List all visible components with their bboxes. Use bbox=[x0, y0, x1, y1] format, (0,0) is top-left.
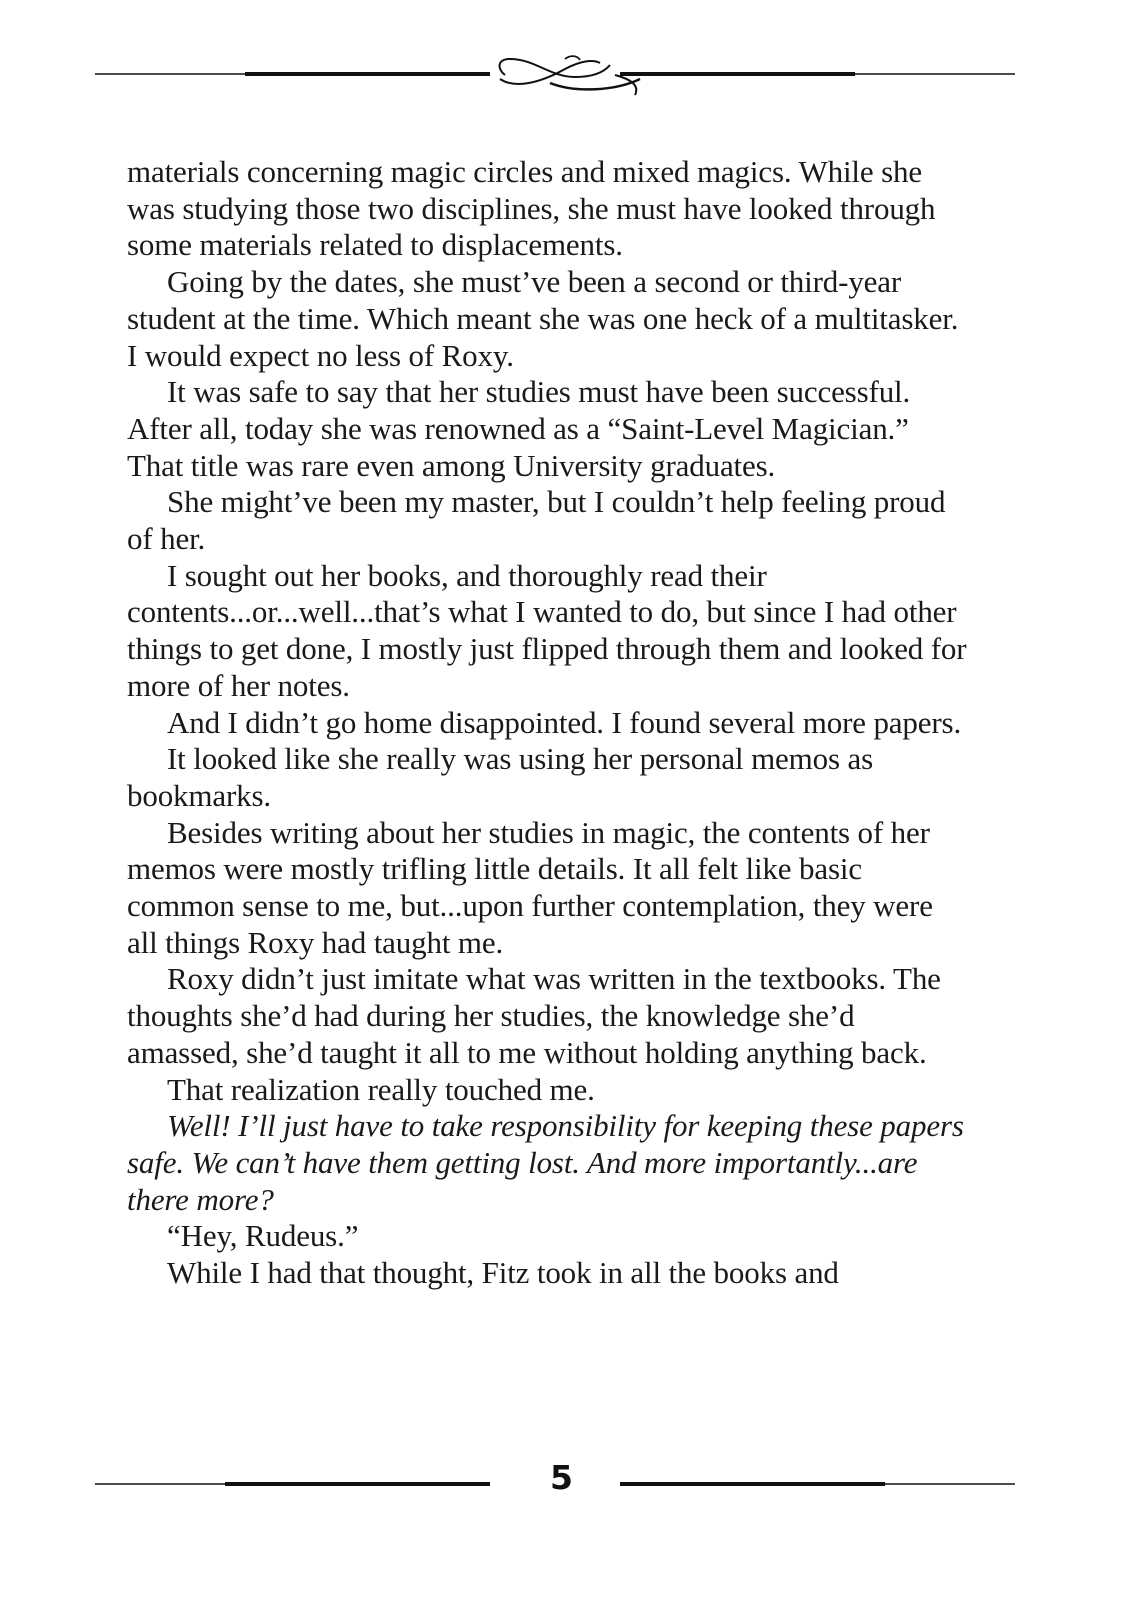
paragraph: materials concerning magic circles and mixed magics. While she was studying those two disciplines, she must have looked through some materials related to displacements. bbox=[127, 154, 936, 263]
page-number: 5 bbox=[550, 1458, 573, 1497]
paragraph: Roxy didn’t just imitate what was written in the textbooks. The thoughts she’d had during her studies, the knowledge she’d amassed, she’d taught it all to me without holding anything back. bbox=[127, 961, 941, 1070]
paragraph: While I had that thought, Fitz took in all the books and bbox=[167, 1255, 839, 1291]
paragraph: And I didn’t go home disappointed. I found several more papers. bbox=[167, 704, 962, 740]
paragraph: She might’ve been my master, but I couldn’t help feeling proud of her. bbox=[127, 484, 946, 557]
paragraph: Besides writing about her studies in magic, the contents of her memos were mostly trifling little details. It all felt like basic common sense to me, but...upon further contemplation, they were all things Roxy had taught me. bbox=[127, 814, 933, 960]
header-flourish-ornament bbox=[95, 55, 1015, 105]
dialogue-paragraph: “Hey, Rudeus.” bbox=[167, 1218, 359, 1254]
body-text bbox=[127, 154, 967, 1292]
paragraph: That realization really touched me. bbox=[167, 1071, 595, 1107]
paragraph: I sought out her books, and thoroughly read their contents...or...well...that’s what I wanted to do, but since I had other things to get done, I mostly just flipped through them and looked for more of her notes. bbox=[127, 557, 967, 703]
paragraph: It was safe to say that her studies must have been successful. After all, today she was renowned as a “Saint-Level Magician.” That title was rare even among University graduates. bbox=[127, 374, 911, 483]
paragraph: It looked like she really was using her personal memos as bookmarks. bbox=[127, 741, 873, 813]
italic-thought-paragraph: Well! I’ll just have to take responsibility for keeping these papers safe. We can’t have them getting lost. And more importantly...are there more? bbox=[127, 1108, 964, 1217]
paragraph: Going by the dates, she must’ve been a second or third-year student at the time. Which meant she was one heck of a multitasker. I would expect no less of Roxy. bbox=[127, 264, 959, 373]
